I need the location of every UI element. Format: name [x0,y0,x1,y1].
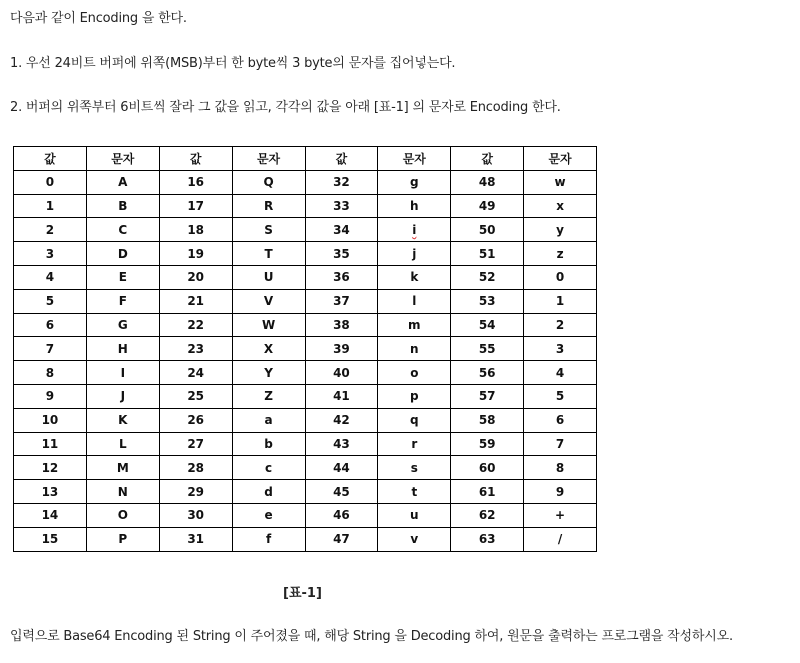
value-cell: 4 [14,265,87,289]
value-cell: 52 [451,265,524,289]
char-cell: N [86,480,159,504]
char-cell: Y [232,361,305,385]
char-cell: n [378,337,451,361]
table-row [14,337,597,361]
value-cell: 7 [14,337,87,361]
char-cell: f [232,527,305,551]
value-cell: 21 [159,289,232,313]
value-cell: 27 [159,432,232,456]
value-cell: 37 [305,289,378,313]
header-value: 값 [305,147,378,171]
table-row [14,242,597,266]
value-cell: 44 [305,456,378,480]
char-cell: Q [232,170,305,194]
char-cell: 7 [524,432,597,456]
char-cell: I [86,361,159,385]
value-cell: 20 [159,265,232,289]
char-cell: 8 [524,456,597,480]
value-cell: 50 [451,218,524,242]
task-text: 입력으로 Base64 Encoding 된 String 이 주어졌을 때, 해당 String 을 Decoding 하여, 원문을 출력하는 프로그램을 작성하시오. [10,629,733,644]
value-cell: 6 [14,313,87,337]
char-cell: S [232,218,305,242]
value-cell: 36 [305,265,378,289]
value-cell: 51 [451,242,524,266]
char-cell: m [378,313,451,337]
char-cell: A [86,170,159,194]
char-cell: v [378,527,451,551]
char-cell: c [232,456,305,480]
value-cell: 48 [451,170,524,194]
char-cell: D [86,242,159,266]
table-row [14,361,597,385]
char-cell: R [232,194,305,218]
table-row [14,456,597,480]
char-cell: X [232,337,305,361]
value-cell: 62 [451,503,524,527]
value-cell: 49 [451,194,524,218]
value-cell: 12 [14,456,87,480]
char-cell: L [86,432,159,456]
char-cell: s [378,456,451,480]
char-cell: a [232,408,305,432]
value-cell: 33 [305,194,378,218]
value-cell: 29 [159,480,232,504]
char-cell: w [524,170,597,194]
value-cell: 26 [159,408,232,432]
value-cell: 56 [451,361,524,385]
value-cell: 28 [159,456,232,480]
char-cell: 2 [524,313,597,337]
char-cell: g [378,170,451,194]
char-cell: e [232,503,305,527]
value-cell: 8 [14,361,87,385]
value-cell: 15 [14,527,87,551]
char-cell: J [86,384,159,408]
char-cell: U [232,265,305,289]
char-cell: F [86,289,159,313]
value-cell: 45 [305,480,378,504]
value-cell: 59 [451,432,524,456]
table-row [14,218,597,242]
base64-encoding-table [13,146,597,552]
value-cell: 43 [305,432,378,456]
char-cell: 5 [524,384,597,408]
table-row [14,170,597,194]
char-cell: 6 [524,408,597,432]
value-cell: 38 [305,313,378,337]
char-cell: h [378,194,451,218]
value-cell: 46 [305,503,378,527]
value-cell: 31 [159,527,232,551]
table-row [14,408,597,432]
char-cell: 1 [524,289,597,313]
value-cell: 23 [159,337,232,361]
char-cell: x [524,194,597,218]
value-cell: 55 [451,337,524,361]
char-cell: O [86,503,159,527]
table-row [14,480,597,504]
char-cell: M [86,456,159,480]
table-body [14,170,597,551]
header-value: 값 [451,147,524,171]
value-cell: 10 [14,408,87,432]
char-cell: 4 [524,361,597,385]
char-cell: b [232,432,305,456]
value-cell: 54 [451,313,524,337]
table-caption: [표-1] [283,586,322,601]
table-row [14,265,597,289]
char-cell: C [86,218,159,242]
value-cell: 11 [14,432,87,456]
char-cell: H [86,337,159,361]
value-cell: 9 [14,384,87,408]
char-cell: K [86,408,159,432]
char-cell: + [524,503,597,527]
char-cell: W [232,313,305,337]
value-cell: 30 [159,503,232,527]
value-cell: 1 [14,194,87,218]
value-cell: 24 [159,361,232,385]
value-cell: 57 [451,384,524,408]
value-cell: 32 [305,170,378,194]
char-cell: p [378,384,451,408]
value-cell: 39 [305,337,378,361]
header-char: 문자 [378,147,451,171]
table-row [14,289,597,313]
value-cell: 5 [14,289,87,313]
value-cell: 61 [451,480,524,504]
value-cell: 3 [14,242,87,266]
char-cell: i [378,218,451,242]
char-cell: q [378,408,451,432]
value-cell: 63 [451,527,524,551]
char-cell: o [378,361,451,385]
header-char: 문자 [86,147,159,171]
value-cell: 25 [159,384,232,408]
value-cell: 47 [305,527,378,551]
char-cell: k [378,265,451,289]
char-cell: y [524,218,597,242]
char-cell: / [524,527,597,551]
header-value: 값 [14,147,87,171]
table-row [14,432,597,456]
value-cell: 13 [14,480,87,504]
char-cell: P [86,527,159,551]
value-cell: 40 [305,361,378,385]
value-cell: 58 [451,408,524,432]
char-cell: j [378,242,451,266]
char-cell: t [378,480,451,504]
char-cell: u [378,503,451,527]
char-cell: 3 [524,337,597,361]
step-1-text: 1. 우선 24비트 버퍼에 위쪽(MSB)부터 한 byte씩 3 byte의 문자를 집어넣는다. [10,56,456,71]
char-cell: V [232,289,305,313]
value-cell: 60 [451,456,524,480]
char-cell: z [524,242,597,266]
value-cell: 22 [159,313,232,337]
value-cell: 17 [159,194,232,218]
table-row [14,527,597,551]
intro-text: 다음과 같이 Encoding 을 한다. [10,11,187,26]
value-cell: 14 [14,503,87,527]
value-cell: 35 [305,242,378,266]
char-cell: l [378,289,451,313]
char-cell: Z [232,384,305,408]
value-cell: 16 [159,170,232,194]
step-2-text: 2. 버퍼의 위쪽부터 6비트씩 잘라 그 값을 읽고, 각각의 값을 아래 [표-1] 의 문자로 Encoding 한다. [10,100,561,115]
value-cell: 2 [14,218,87,242]
char-cell: B [86,194,159,218]
char-cell: G [86,313,159,337]
table-row [14,313,597,337]
value-cell: 34 [305,218,378,242]
value-cell: 41 [305,384,378,408]
table-row [14,503,597,527]
header-char: 문자 [232,147,305,171]
char-cell: d [232,480,305,504]
value-cell: 53 [451,289,524,313]
table-row [14,384,597,408]
header-char: 문자 [524,147,597,171]
char-cell: E [86,265,159,289]
table-row [14,194,597,218]
value-cell: 18 [159,218,232,242]
table-header-row [14,147,597,171]
value-cell: 0 [14,170,87,194]
char-cell: 0 [524,265,597,289]
char-cell: 9 [524,480,597,504]
char-cell: T [232,242,305,266]
value-cell: 42 [305,408,378,432]
char-cell: r [378,432,451,456]
header-value: 값 [159,147,232,171]
value-cell: 19 [159,242,232,266]
